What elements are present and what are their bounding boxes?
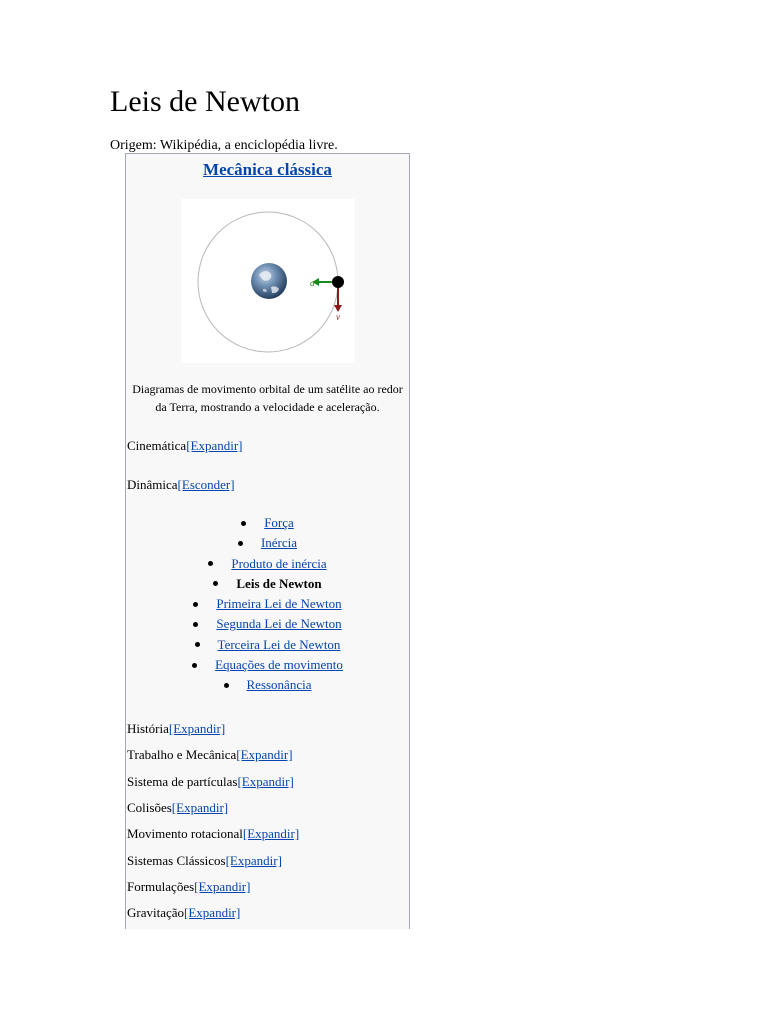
section-label: Sistemas Clássicos	[127, 853, 226, 868]
section-label: História	[127, 721, 169, 736]
list-item	[126, 635, 409, 655]
section-cinematica	[127, 437, 243, 455]
link-produto-de-inercia[interactable]: Produto de inércia	[231, 555, 327, 571]
earth-icon	[251, 263, 287, 299]
link-forca[interactable]: Força	[264, 515, 294, 530]
bullet-icon	[238, 541, 243, 546]
bullet-icon	[241, 521, 246, 526]
link-equacoes-de-movimento[interactable]: Equações de movimento	[215, 657, 343, 673]
link-ressonancia[interactable]: Ressonância	[246, 677, 312, 693]
section-label: Movimento rotacional	[127, 826, 243, 841]
bullet-icon	[192, 663, 197, 668]
dinamica-list	[126, 513, 409, 696]
expand-sistemas-classicos-link[interactable]: [Expandir]	[225, 853, 282, 868]
section-label: Formulações	[127, 879, 195, 894]
expand-trabalho-link[interactable]: [Expandir]	[236, 747, 293, 762]
expand-historia-link[interactable]: [Expandir]	[168, 721, 226, 736]
bullet-icon	[193, 622, 198, 627]
bullet-icon	[224, 683, 229, 688]
orbit-diagram-svg	[181, 199, 355, 363]
section-label: Sistema de partículas	[127, 774, 238, 789]
velocity-label: v	[336, 312, 340, 322]
list-item	[126, 594, 409, 614]
section-dinamica	[127, 476, 235, 494]
current-page-item: Leis de Newton	[236, 575, 322, 591]
section-formulacoes	[127, 878, 250, 896]
section-colisoes	[127, 799, 228, 817]
link-inercia[interactable]: Inércia	[260, 535, 298, 551]
section-label: Trabalho e Mecânica	[127, 747, 237, 762]
section-label: Gravitação	[127, 905, 185, 920]
section-sistemas-classicos	[127, 852, 282, 870]
section-gravitacao	[127, 904, 240, 922]
bullet-icon	[195, 642, 200, 647]
collapse-dinamica-link[interactable]: [Esconder]	[177, 477, 235, 492]
list-item	[126, 655, 409, 675]
bullet-icon	[208, 561, 213, 566]
expand-gravitacao-link[interactable]: [Expandir]	[184, 905, 241, 920]
bullet-icon	[193, 602, 198, 607]
expand-sistema-link[interactable]: [Expandir]	[237, 774, 294, 789]
expand-formulacoes-link[interactable]: [Expandir]	[194, 879, 251, 894]
figure-caption: Diagramas de movimento orbital de um satélite ao redor da Terra, mostrando a velocidade e aceleração.	[132, 382, 403, 414]
infobox-classical-mechanics	[125, 153, 410, 929]
section-sistema-de-particulas	[127, 773, 294, 791]
bullet-icon	[213, 581, 218, 586]
page-title: Leis de Newton	[110, 85, 300, 118]
section-movimento-rotacional	[127, 825, 299, 843]
section-label: Cinemática	[127, 438, 187, 453]
expand-colisoes-link[interactable]: [Expandir]	[171, 800, 229, 815]
list-item	[126, 614, 409, 634]
link-primeira-lei[interactable]: Primeira Lei de Newton	[216, 596, 342, 612]
section-label: Colisões	[127, 800, 172, 815]
link-segunda-lei[interactable]: Segunda Lei de Newton	[216, 616, 342, 632]
list-item	[126, 574, 409, 594]
expand-movimento-link[interactable]: [Expandir]	[242, 826, 300, 841]
infobox-title-link[interactable]: Mecânica clássica	[203, 160, 332, 179]
satellite-icon	[332, 276, 344, 288]
list-item	[126, 513, 409, 533]
link-terceira-lei[interactable]: Terceira Lei de Newton	[217, 636, 341, 652]
expand-cinematica-link[interactable]: [Expandir]	[186, 438, 243, 453]
section-trabalho-e-mecanica	[127, 746, 293, 764]
list-item	[126, 533, 409, 553]
acceleration-label: a	[310, 278, 315, 288]
orbit-diagram-image	[181, 199, 355, 363]
list-item	[126, 675, 409, 695]
section-historia	[127, 720, 225, 738]
list-item	[126, 554, 409, 574]
article-origin: Origem: Wikipédia, a enciclopédia livre.	[110, 138, 338, 153]
section-label: Dinâmica	[127, 477, 178, 492]
